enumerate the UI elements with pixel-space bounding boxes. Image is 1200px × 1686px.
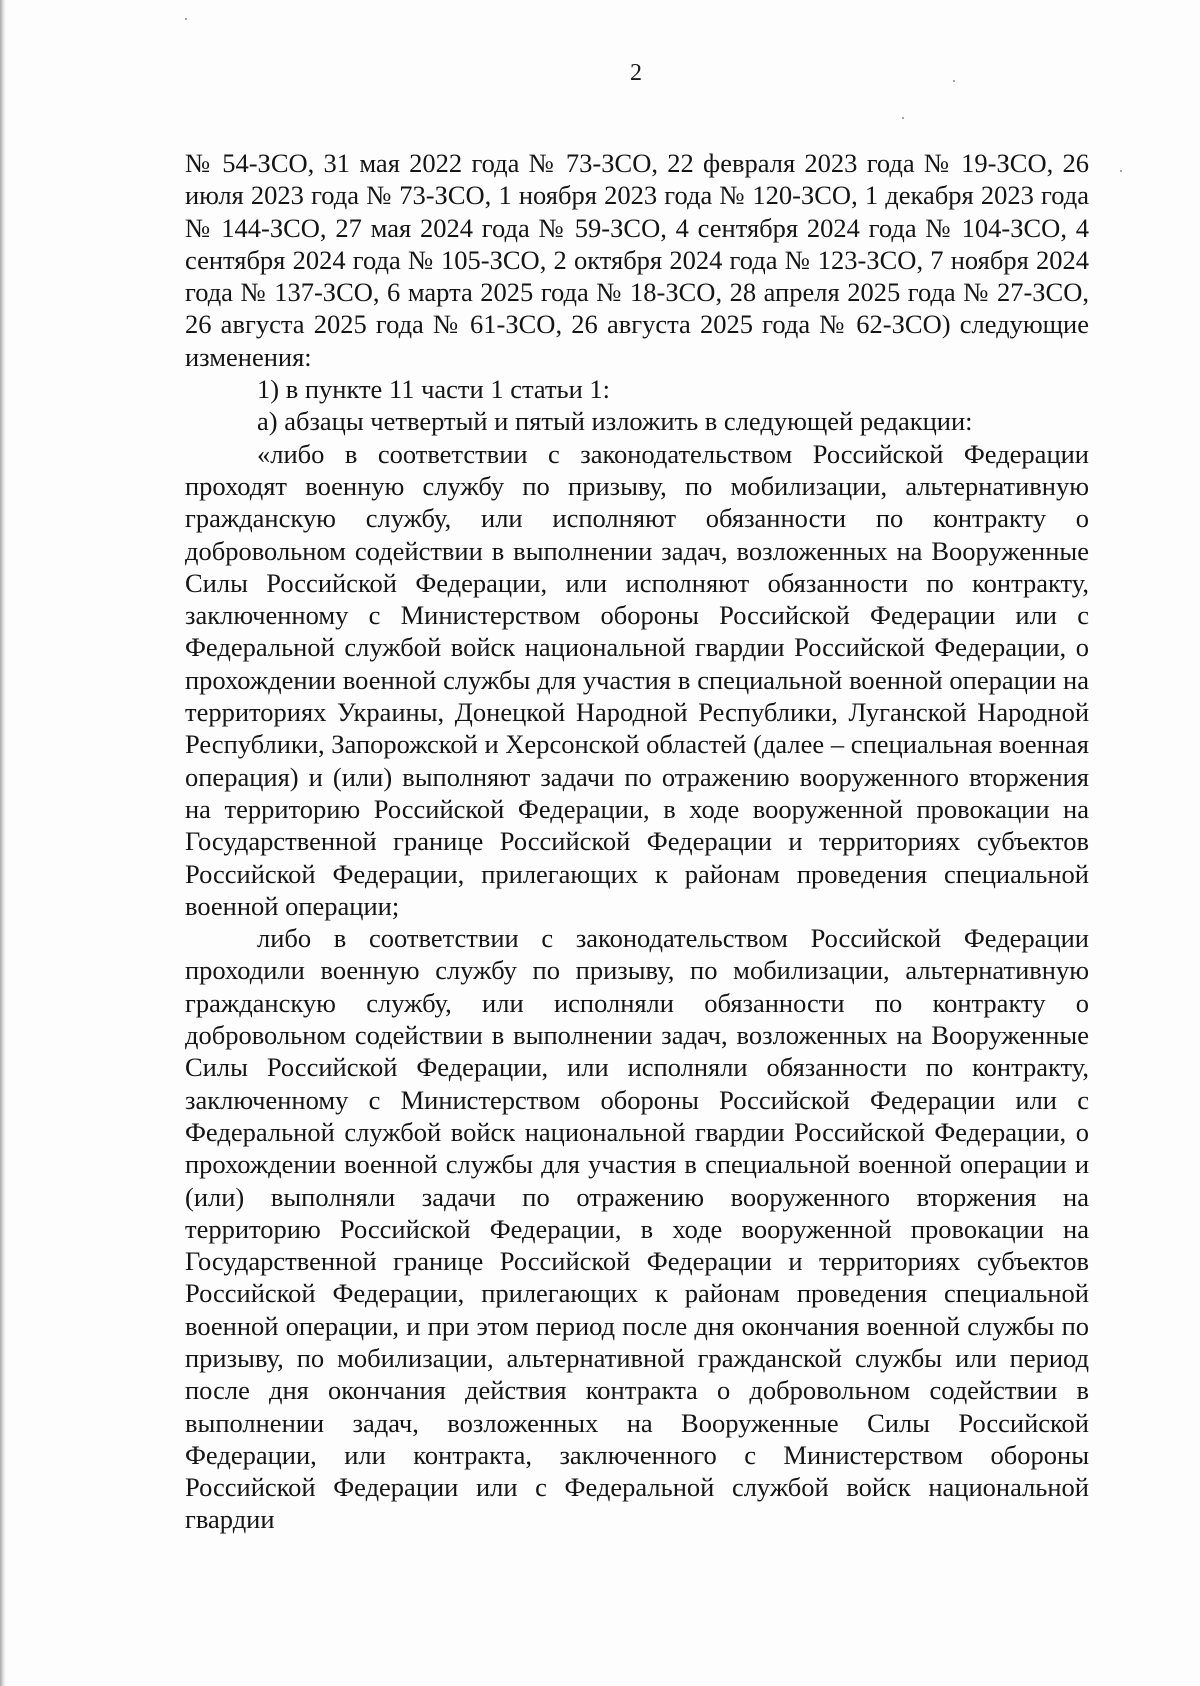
scan-speck: [953, 80, 955, 82]
paragraph-amendment-list: № 54-ЗСО, 31 мая 2022 года № 73-ЗСО, 22 февраля 2023 года № 19-ЗСО, 26 июля 2023 года № 73-ЗСО, 1 ноября 2023 года № 120-ЗСО, 1 декабря 2023 года № 144-ЗСО, 27 мая 2024 года № 59-ЗСО, 4 сентября 2024 года № 104-ЗСО, 4 сентября 2024 года № 105-ЗСО, 2 октября 2024 года № 123-ЗСО, 7 ноября 2024 года № 137-ЗСО, 6 марта 2025 года № 18-ЗСО, 28 апреля 2025 года № 27-ЗСО, 26 августа 2025 года № 61-ЗСО, 26 августа 2025 года № 62-ЗСО) следующие изменения:: [185, 148, 1089, 372]
paragraph-quote-1: «либо в соответствии с законодательством Российской Федерации проходят военную службу по призыву, по мобилизации, альтернативную гражданскую службу, или исполняют обязанности по контракту о добровольном содействии в выполнении задач, возложенных на Вооруженные Силы Российской Федерации, или исполняют обязанности по контракту, заключенному с Министерством обороны Российской Федерации или с Федеральной службой войск национальной гвардии Российской Федерации, о прохождении военной службы для участия в специальной военной операции на территориях Украины, Донецкой Народной Республики, Луганской Народной Республики, Запорожской и Херсонской областей (далее – специальная военная операция) и (или) выполняют задачи по отражению вооруженного вторжения на территорию Российской Федерации, в ходе вооруженной провокации на Государственной границе Российской Федерации и территориях субъектов Российской Федерации, прилегающих к районам проведения специальной военной операции;: [185, 438, 1089, 921]
paragraph-quote-2: либо в соответствии с законодательством Российской Федерации проходили военную службу по призыву, по мобилизации, альтернативную гражданскую службу, или исполняли обязанности по контракту о добровольном содействии в выполнении задач, возложенных на Вооруженные Силы Российской Федерации, или исполняли обязанности по контракту, заключенному с Министерством обороны Российской Федерации или с Федеральной службой войск национальной гвардии Российской Федерации, о прохождении военной службы для участия в специальной военной операции и (или) выполняли задачи по отражению вооруженного вторжения на территорию Российской Федерации, в ходе вооруженной провокации на Государственной границе Российской Федерации и территориях субъектов Российской Федерации, прилегающих к районам проведения специальной военной операции, и при этом период после дня окончания военной службы по призыву, по мобилизации, альтернативной гражданской службы или период после дня окончания действия контракта о добровольном содействии в выполнении задач, возложенных на Вооруженные Силы Российской Федерации, или контракта, заключенного с Министерством обороны Российской Федерации или с Федеральной службой войск национальной гвардии: [185, 923, 1089, 1535]
paragraph-item-a: а) абзацы четвертый и пятый изложить в следующей редакции:: [257, 406, 973, 437]
paragraph-item-1: 1) в пункте 11 части 1 статьи 1:: [257, 374, 611, 405]
page-number: 2: [630, 60, 642, 86]
scan-speck: [1120, 170, 1122, 172]
document-body: [185, 147, 1089, 1536]
scan-speck: [185, 18, 187, 20]
scan-speck: [902, 117, 904, 119]
